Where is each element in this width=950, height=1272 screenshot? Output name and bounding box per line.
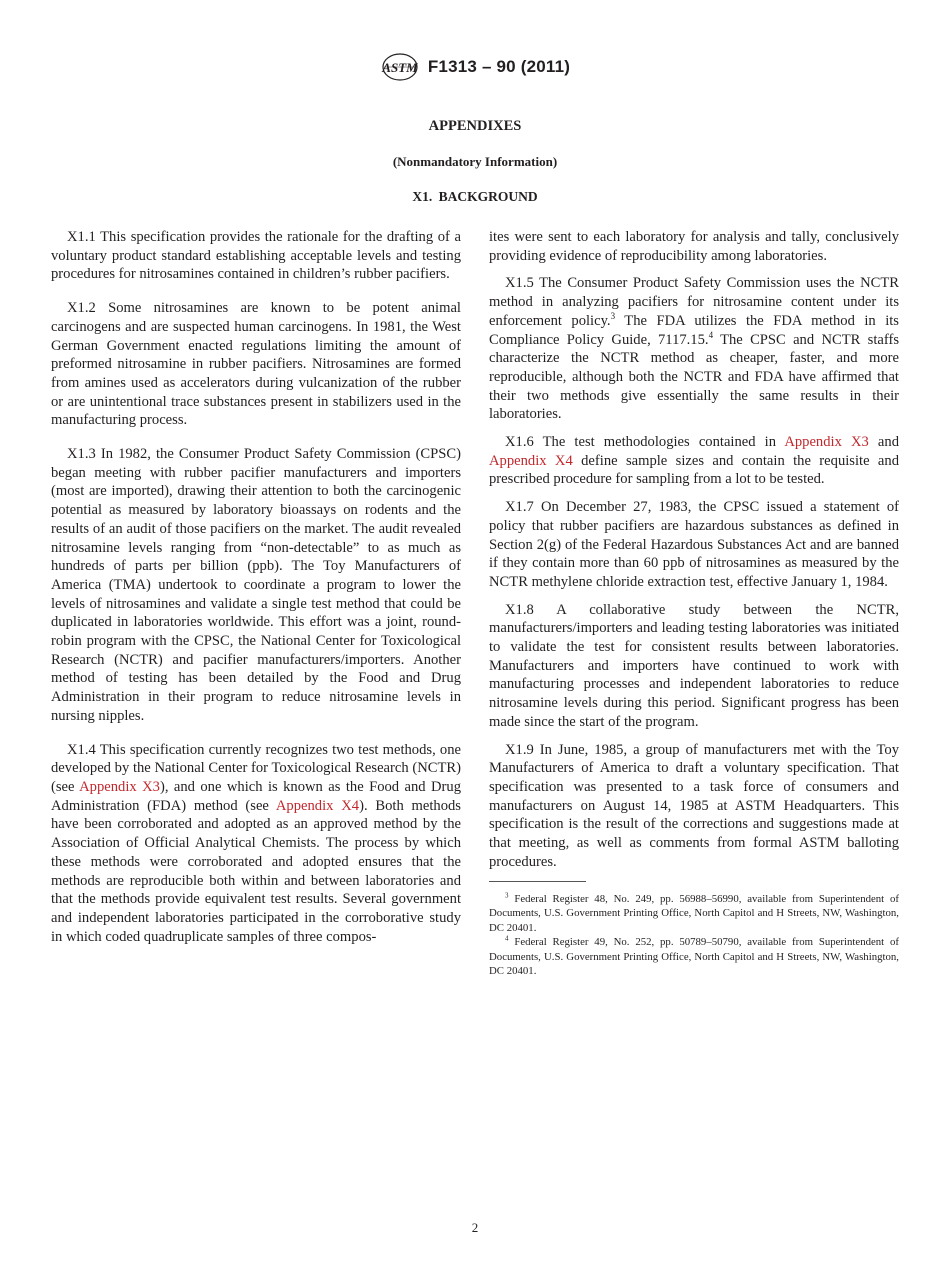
section-heading-x1: X1. BACKGROUND [412,189,538,204]
footnote-mark: 3 [505,890,509,899]
standard-designation: F1313 – 90 (2011) [427,57,571,76]
footnote-3 [489,892,899,936]
footnote-text: Federal Register 49, No. 252, pp. 50789–50790, available from Superintendent of Documents, U.S. Government Printing Office, North Capitol and H Streets, NW, Washington, DC 20401. [489,936,899,978]
paragraph-x1-4-continued: ites were sent to each laboratory for analysis and tally, conclusively providing evidence of reproducibility among laboratories. [489,229,899,264]
appendix-x4-link[interactable]: Appendix X4 [275,797,360,814]
paragraph-x1-8: X1.8 A collaborative study between the NCTR, manufacturers/importers and leading testing laboratories was initiated to validate the test for consistent results between laboratories. Manufacturers and importers have continued to work with manufacturing processes and independent laboratories to reduce nitrosamine levels during this period. Significant progress has been made since the start of the program. [489,601,899,730]
footnote-4 [489,935,899,979]
paragraph-text: ). Both methods have been corroborated and adopted as an approved method by the Association of Official Analytical Chemists. The process by which these methods were corroborated and adopted ensures that the methods are reproducible both within and between laboratories and that the methods provide equivalent test results. Several government and independent laboratories participated in the corroborative study in which coded quadruplicate samples of three compos- [51,797,461,945]
paragraph-x1-2: X1.2 Some nitrosamines are known to be potent animal carcinogens and are suspected human carcinogens. In 1981, the West German Government enacted regulations limiting the amount of preformed nitrosamine in rubber pacifiers. Nitrosamines are formed from amines used as accelerators during vulcanization of the rubber or are unintentional trace substances present in stabilizers used in the manufacturing process. [51,300,461,429]
appendix-x4-link[interactable]: Appendix X4 [489,452,573,469]
footnote-ref-4[interactable]: 4 [708,329,714,340]
paragraph-text: The FDA utilizes the FDA method in its Compliance Policy Guide, 7117.15. [489,312,899,348]
paragraph-x1-4 [51,741,461,947]
nonmandatory-subheading: (Nonmandatory Information) [392,154,558,169]
page-header [0,52,950,82]
paragraph-text: and [868,434,899,451]
paragraph-x1-6 [489,433,899,489]
appendixes-heading: APPENDIXES [428,118,522,134]
left-column [51,228,461,961]
footnote-divider [489,881,586,882]
paragraph-text: X1.5 The Consumer Product Safety Commission uses the NCTR method in analyzing pacifiers for nitrosamine content under its enforcement policy. [489,275,899,329]
footnote-mark: 4 [505,934,509,943]
svg-text:ASTM: ASTM [382,60,418,75]
right-column [489,228,899,979]
paragraph-text: The CPSC and NCTR staffs characterize the NCTR method as cheaper, faster, and more reproducible, although both the NCTR and FDA have affirmed that their two methods give essentially the same results in their laboratories. [489,331,900,423]
paragraph-x1-9: X1.9 In June, 1985, a group of manufacturers met with the Toy Manufacturers of America to draft a voluntary specification. That specification was presented to a task force of consumers and manufacturers on August 14, 1985 at ASTM Headquarters. This specification is the result of the corrections and suggestions made at that meeting, as well as comments from formal ASTM balloting procedures. [489,741,899,870]
appendix-x3-link[interactable]: Appendix X3 [79,778,160,795]
paragraph-x1-3: X1.3 In 1982, the Consumer Product Safety Commission (CPSC) began meeting with rubber pacifier manufacturers and importers (most are imported), drawing their attention to both the carcinogenic potential as measured by laboratory bioassays on rodents and the results of an audit of those pacifiers on the market. The audit revealed nitrosamine levels ranging from “non-detectable” to as much as hundreds of parts per billion (ppb). The Toy Manufacturers of America (TMA) undertook to coordinate a program to lower the levels of nitrosamines and validate a single test method that could be duplicated in laboratories worldwide. This effort was a joint, round-robin program with the CPSC, the National Center for Toxicological Research (NCTR) and pacifier manufacturers/importers. Another method of testing has been detailed by the Food and Drug Administration in their program to reduce nitrosamine levels in nursing nipples. [51,446,461,724]
paragraph-x1-5 [489,274,899,424]
paragraph-text: X1.4 This specification currently recognizes two test methods, one developed by the National Center for Toxicological Research (NCTR) (see [51,741,461,795]
page-number: 2 [471,1220,479,1235]
paragraph-text: X1.6 The test methodologies contained in [505,434,785,451]
paragraph-text: define sample sizes and contain the requisite and prescribed procedure for sampling from a lot to be tested. [489,452,899,488]
appendix-x3-link[interactable]: Appendix X3 [784,434,869,451]
footnote-ref-3[interactable]: 3 [610,310,616,321]
paragraph-text: ), and one which is known as the Food and Drug Administration (FDA) method (see [51,778,462,814]
paragraph-x1-1: X1.1 This specification provides the rationale for the drafting of a voluntary product standard establishing acceptable levels and testing procedures for nitrosamines contained in children’s rubber pacifiers. [51,229,461,283]
footnote-text: Federal Register 48, No. 249, pp. 56988–56990, available from Superintendent of Documents, U.S. Government Printing Office, North Capitol and H Streets, NW, Washington, DC 20401. [489,892,899,934]
astm-logo-icon [380,52,420,82]
paragraph-x1-7: X1.7 On December 27, 1983, the CPSC issued a statement of policy that rubber pacifiers are hazardous substances as defined in Section 2(g) of the Federal Hazardous Substances Act and are banned if they contain more than 60 ppb of nitrosamines as measured by the NCTR methylene chloride extraction test, effective January 1, 1984. [489,499,899,590]
